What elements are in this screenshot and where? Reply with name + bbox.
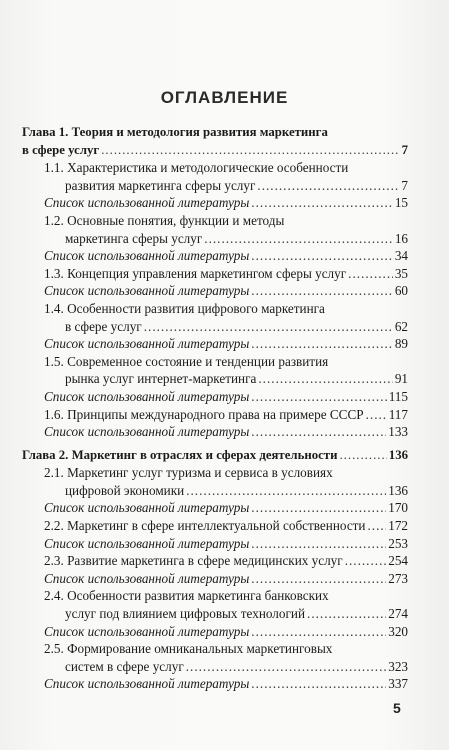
- chapter-1-heading: Глава 1. Теория и методология развития маркетинга: [22, 125, 328, 139]
- references-entry: Список использованной литературы ..... 115: [22, 388, 408, 406]
- page-number: 5: [393, 700, 401, 716]
- section-1-5-entry: рынка услуг интернет-маркетинга ..... 91: [22, 370, 408, 388]
- section-2-5-title: 2.5. Формирование омниканальных маркетинговых: [44, 641, 333, 657]
- section-2-5-entry: систем в сфере услуг ..... 323: [22, 658, 408, 676]
- chapter-2-entry: Глава 2. Маркетинг в отраслях и сферах деятельности ..... 136: [22, 447, 408, 465]
- references-entry: Список использованной литературы ..... 337: [22, 675, 408, 693]
- section-1-1-title: 1.1. Характеристика и методологические особенности: [44, 160, 349, 176]
- section-2-1-entry: цифровой экономики ..... 136: [22, 482, 408, 500]
- section-2-4-entry: услуг под влиянием цифровых технологий ..... 274: [22, 605, 408, 623]
- references-entry: Список использованной литературы ..... 253: [22, 535, 408, 553]
- references-entry: Список использованной литературы ..... 89: [22, 335, 408, 353]
- page-title: ОГЛАВЛЕНИЕ: [160, 88, 289, 107]
- section-1-2-title: 1.2. Основные понятия, функции и методы: [44, 212, 285, 228]
- references-entry: Список использованной литературы ..... 170: [22, 499, 408, 517]
- section-1-3-entry: 1.3. Концепция управления маркетингом сферы услуг ..... 35: [22, 265, 408, 283]
- section-2-2-entry: 2.2. Маркетинг в сфере интеллектуальной собственности ..... 172: [22, 517, 408, 535]
- references-entry: Список использованной литературы ..... 133: [22, 423, 408, 441]
- references-entry: Список использованной литературы ..... 273: [22, 570, 408, 588]
- section-1-5-title: 1.5. Современное состояние и тенденции развития: [44, 353, 329, 369]
- section-1-4-title: 1.4. Особенности развития цифрового маркетинга: [44, 300, 325, 316]
- references-entry: Список использованной литературы ..... 320: [22, 623, 408, 641]
- section-1-4-entry: в сфере услуг ..... 62: [22, 318, 408, 336]
- section-1-6-entry: 1.6. Принципы международного права на примере СССР ..... 117: [22, 406, 408, 424]
- section-1-1-entry: развития маркетинга сферы услуг ..... 7: [22, 177, 408, 195]
- section-2-3-entry: 2.3. Развитие маркетинга в сфере медицинских услуг ..... 254: [22, 552, 408, 570]
- section-1-2-entry: маркетинга сферы услуг ..... 16: [22, 230, 408, 248]
- references-entry: Список использованной литературы ..... 34: [22, 247, 408, 265]
- section-2-1-title: 2.1. Маркетинг услуг туризма и сервиса в условиях: [44, 465, 333, 481]
- references-entry: Список использованной литературы ..... 15: [22, 194, 408, 212]
- page-ref: 7: [401, 142, 408, 157]
- table-of-contents: [22, 124, 408, 693]
- references-entry: Список использованной литературы ..... 60: [22, 282, 408, 300]
- chapter-1-entry: в сфере услуг ..... 7: [22, 142, 408, 160]
- section-2-4-title: 2.4. Особенности развития маркетинга банковских: [44, 588, 329, 604]
